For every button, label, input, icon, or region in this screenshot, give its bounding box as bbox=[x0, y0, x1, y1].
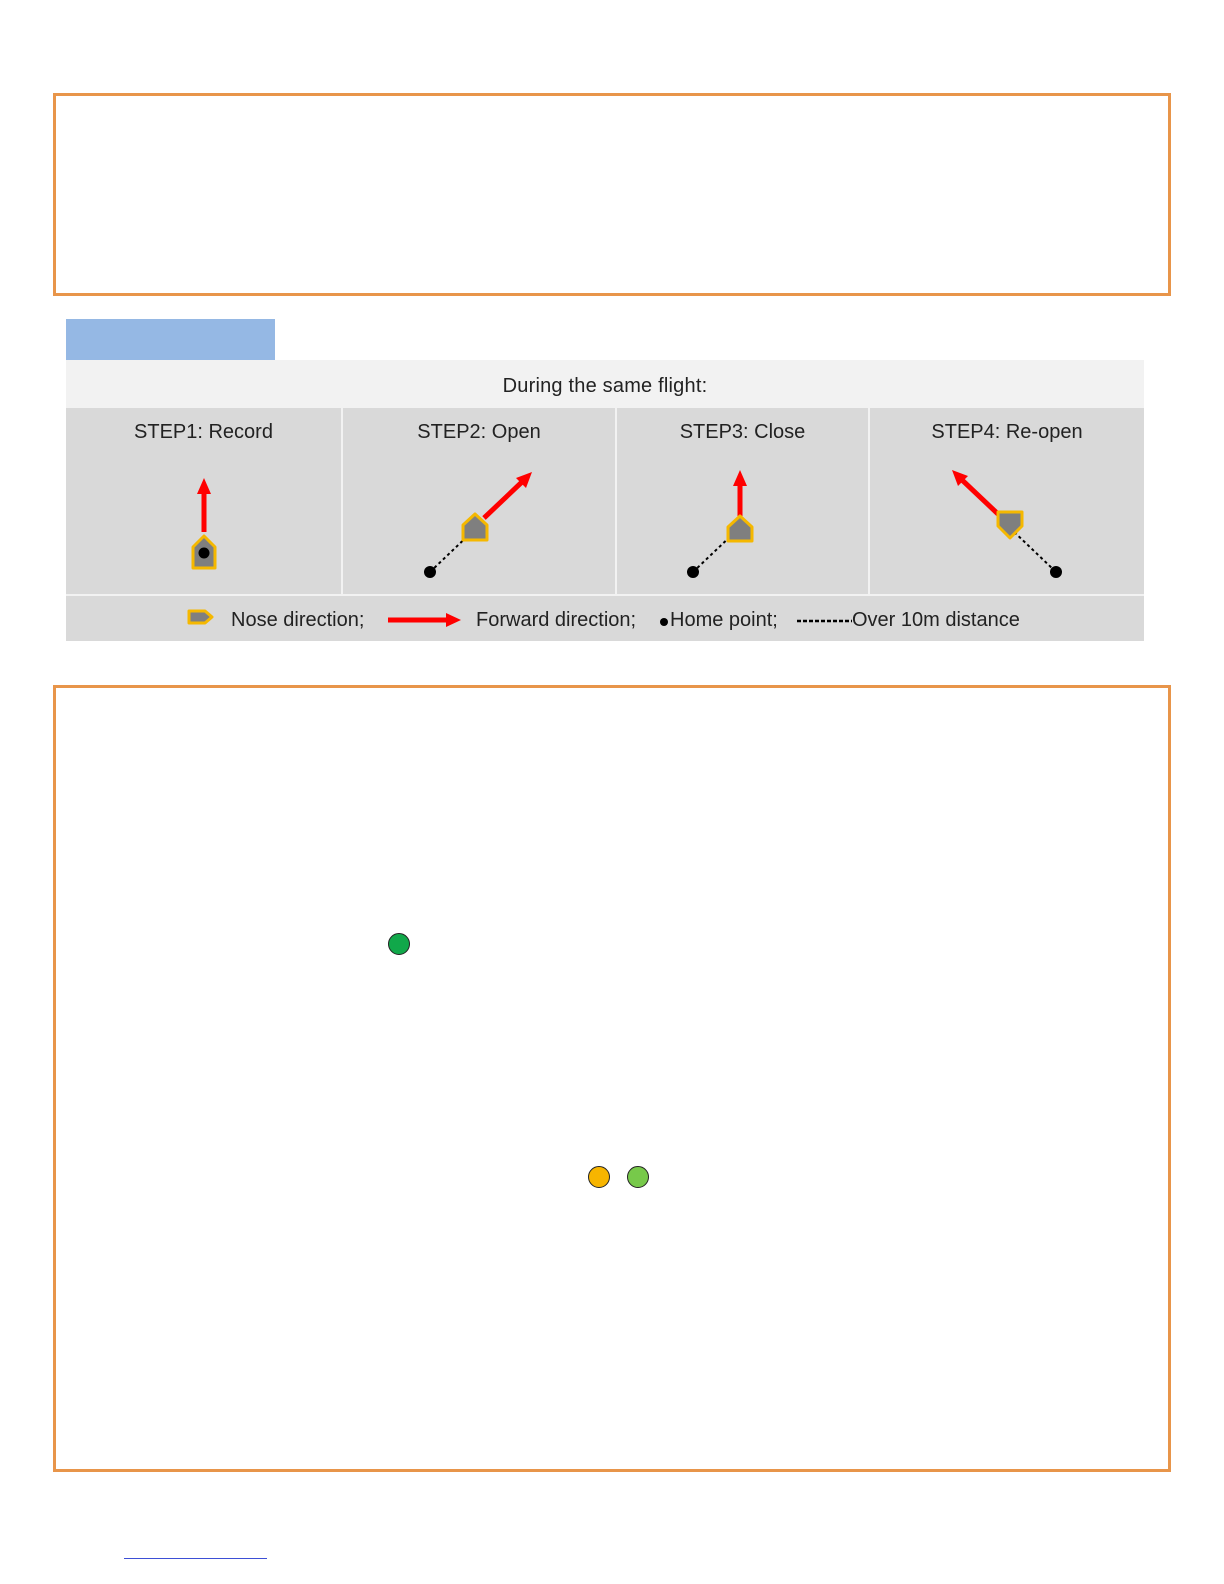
status-dot-amber-icon bbox=[588, 1166, 610, 1188]
legend-nose-label: Nose direction; bbox=[231, 609, 365, 631]
distance-dotted-line bbox=[1010, 528, 1056, 572]
home-point-icon bbox=[1050, 566, 1062, 578]
forward-arrow-icon bbox=[484, 472, 532, 518]
step-cell-open bbox=[343, 408, 615, 594]
top-note-box bbox=[53, 93, 1171, 296]
bottom-note-box bbox=[53, 685, 1171, 1472]
aircraft-nose-icon bbox=[463, 514, 487, 540]
step-cell-close bbox=[617, 408, 868, 594]
home-point-legend-icon bbox=[660, 618, 668, 626]
forward-arrow-icon bbox=[952, 470, 998, 514]
home-point-icon bbox=[687, 566, 699, 578]
legend-distance-label: Over 10m distance bbox=[852, 609, 1020, 631]
aircraft-nose-icon bbox=[998, 512, 1022, 538]
forward-arrow-icon bbox=[197, 478, 211, 532]
home-point-icon bbox=[199, 548, 210, 559]
step-cell-record bbox=[66, 408, 341, 594]
forward-arrow-icon bbox=[733, 470, 747, 516]
step-cell-reopen bbox=[870, 408, 1144, 594]
home-point-icon bbox=[424, 566, 436, 578]
diagram-legend bbox=[66, 596, 1144, 641]
nose-direction-legend-icon bbox=[189, 611, 212, 623]
flight-mode-diagram bbox=[66, 360, 1144, 641]
diagram-header: During the same flight: bbox=[66, 360, 1144, 407]
step-title: STEP1: Record bbox=[134, 421, 273, 443]
footer-link-underline[interactable] bbox=[124, 1558, 267, 1559]
forward-direction-legend-icon bbox=[388, 613, 461, 627]
step-title: STEP3: Close bbox=[679, 421, 806, 443]
status-dot-light-green-icon bbox=[627, 1166, 649, 1188]
step-title: STEP2: Open bbox=[417, 421, 541, 443]
aircraft-nose-icon bbox=[728, 516, 752, 541]
step-title: STEP4: Re-open bbox=[931, 421, 1083, 443]
legend-home-label: Home point; bbox=[670, 609, 778, 631]
legend-forward-label: Forward direction; bbox=[476, 609, 637, 631]
section-tab-highlight bbox=[66, 319, 275, 360]
status-dot-dark-green-icon bbox=[388, 933, 410, 955]
